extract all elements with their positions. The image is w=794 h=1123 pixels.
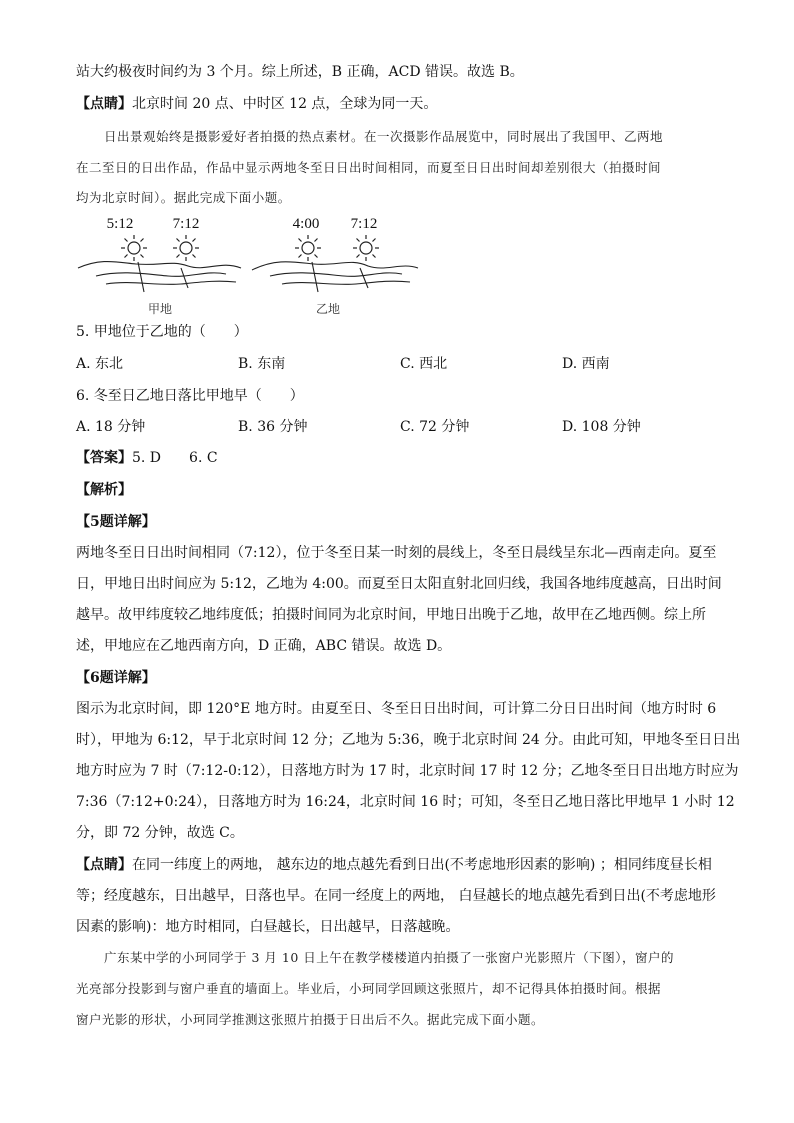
q5-option-c[interactable]: C. 西北 [400, 356, 448, 372]
tip2-line [76, 855, 712, 875]
tip2-line: 因素的影响)：地方时相同，白昼越长，日出越早，日落越晚。 [76, 919, 460, 935]
q5-detail-line: 日，甲地日出时间应为 5:12，乙地为 4:00。而夏至日太阳直射北回归线，我国各地纬度越高，日出时间 [76, 576, 722, 592]
tip-text: 北京时间 20 点、中时区 12 点，全球为同一天。 [132, 96, 438, 112]
analysis-tag: 【解析】 [76, 482, 132, 498]
tip2-line: 等；经度越东，日出越早，日落也早。在同一经度上的两地， 白昼越长的地点越先看到日出(不考虑地形 [76, 888, 716, 904]
yi-landscape [252, 262, 418, 292]
sun-icon [295, 235, 321, 261]
q5-detail-line: 两地冬至日日出时间相同（7:12），位于冬至日某一时刻的晨线上，冬至日晨线呈东北—西南走向。夏至 [76, 545, 717, 561]
q6-option-d[interactable]: D. 108 分钟 [562, 419, 641, 435]
q6-detail-line: 时），甲地为 6:12，早于北京时间 12 分；乙地为 5:36，晚于北京时间 24 分。由此可知，甲地冬至日日出 [76, 732, 741, 748]
answer-tag: 【答案】 [76, 450, 132, 466]
q6-option-a[interactable]: A. 18 分钟 [76, 419, 146, 435]
q5-detail-tag: 【5题详解】 [76, 514, 156, 530]
q6-option-b[interactable]: B. 36 分钟 [238, 419, 308, 435]
q6-option-c[interactable]: C. 72 分钟 [400, 419, 470, 435]
yi-time-1: 4:00 [292, 216, 320, 232]
intro-line-2: 在二至日的日出作品，作品中显示两地冬至日日出时间相同，而夏至日日出时间却差别很大（拍摄时间 [76, 160, 662, 175]
sun-icon [173, 235, 199, 261]
intro-line-1: 日出景观始终是摄影爱好者拍摄的热点素材。在一次摄影作品展览中，同时展出了我国甲、乙两地 [104, 129, 664, 144]
q5-detail-line: 越早。故甲纬度较乙地纬度低；拍摄时间同为北京时间，甲地日出晚于乙地，故甲在乙地西侧。综上所 [76, 607, 706, 623]
jia-label: 甲地 [147, 302, 173, 316]
jia-landscape [78, 262, 241, 293]
answer-line [76, 448, 218, 468]
q5-detail-line: 述，甲地应在乙地西南方向，D 正确，ABC 错误。故选 D。 [76, 638, 452, 654]
jia-time-1: 5:12 [106, 216, 134, 232]
sun-icon [353, 235, 379, 261]
q6-detail-line: 7:36（7:12+0:24），日落地方时为 16:24，北京时间 16 时；可知，冬至日乙地日落比甲地早 1 小时 12 [76, 794, 735, 810]
tip2-tag: 【点睛】 [76, 857, 132, 873]
tip2-text: 在同一纬度上的两地， 越东边的地点越先看到日出(不考虑地形因素的影响) ；相同纬度昼长相 [132, 857, 712, 873]
yi-label: 乙地 [315, 302, 341, 316]
yi-time-2: 7:12 [350, 216, 378, 232]
q6-detail-tag: 【6题详解】 [76, 670, 156, 686]
sun-icon [121, 235, 147, 261]
text-line: 站大约极夜时间约为 3 个月。综上所述，B 正确，ACD 错误。故选 B。 [76, 64, 524, 80]
next-intro-line: 广东某中学的小珂同学于 3 月 10 日上午在教学楼楼道内拍摄了一张窗户光影照片（下图），窗户的 [104, 950, 675, 965]
q5-option-d[interactable]: D. 西南 [562, 356, 610, 372]
question-6-stem: 6. 冬至日乙地日落比甲地早（ ） [76, 388, 304, 404]
jia-time-2: 7:12 [172, 216, 200, 232]
q5-option-b[interactable]: B. 东南 [238, 356, 286, 372]
q6-detail-line: 地方时应为 7 时（7:12-0:12），日落地方时为 17 时，北京时间 17 时 12 分；乙地冬至日日出地方时应为 [76, 763, 739, 779]
sunrise-figure [76, 210, 436, 322]
answer-text: 5. D 6. C [132, 450, 218, 466]
q5-option-a[interactable]: A. 东北 [76, 356, 124, 372]
tip-tag: 【点睛】 [76, 96, 132, 112]
question-5-stem: 5. 甲地位于乙地的（ ） [76, 324, 248, 340]
intro-line-3: 均为北京时间）。据此完成下面小题。 [76, 190, 291, 205]
next-intro-line: 窗户光影的形状，小珂同学推测这张照片拍摄于日出后不久。据此完成下面小题。 [76, 1012, 545, 1027]
next-intro-line: 光亮部分投影到与窗户垂直的墙面上。毕业后，小珂同学回顾这张照片，却不记得具体拍摄时间。根据 [76, 981, 662, 996]
q6-detail-line: 分，即 72 分钟，故选 C。 [76, 825, 244, 841]
tip-line [76, 94, 437, 114]
sunrise-diagram [76, 210, 436, 322]
q6-detail-line: 图示为北京时间，即 120°E 地方时。由夏至日、冬至日日出时间，可计算二分日日出时间（地方时时 6 [76, 701, 717, 717]
